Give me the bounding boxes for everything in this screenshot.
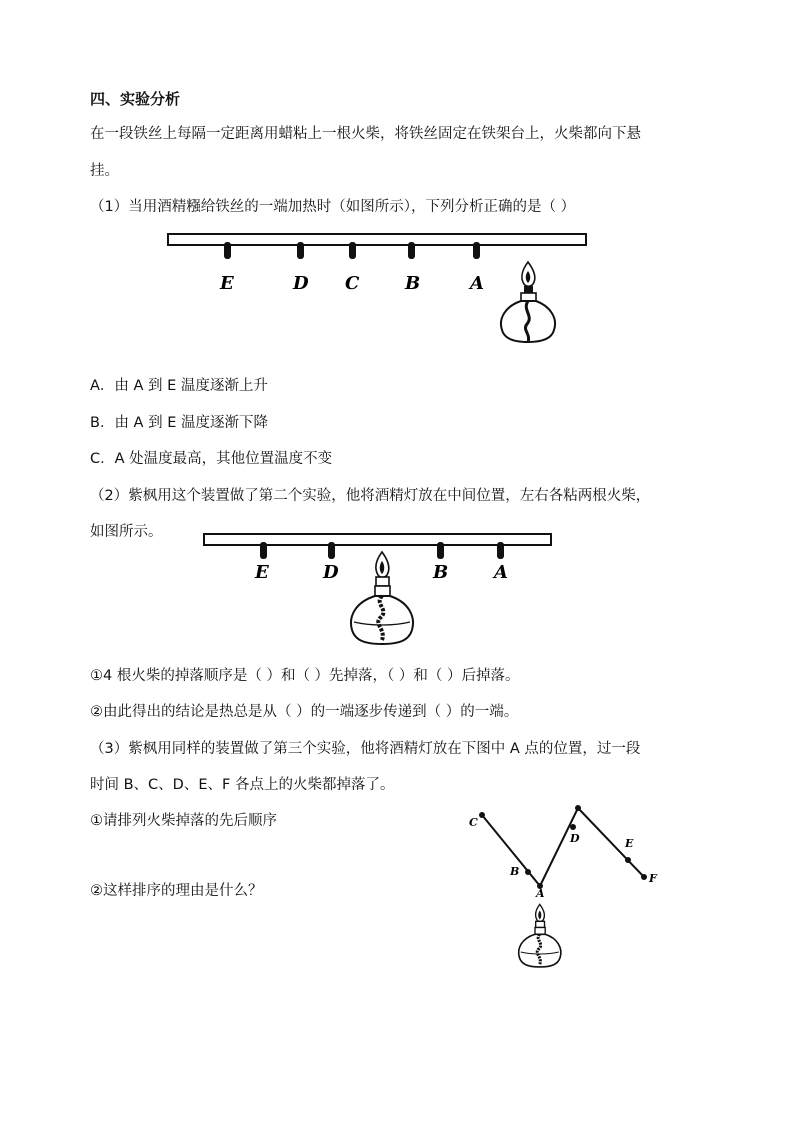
q1-label-a: A: [470, 273, 484, 294]
alcohol-lamp-icon: [501, 262, 555, 342]
q2-stem-line-1: （2）紫枫用这个装置做了第二个实验，他将酒精灯放在中间位置，左右各粘两根火柴，: [90, 488, 651, 504]
alcohol-lamp-icon: [351, 552, 413, 644]
point-top: [575, 805, 581, 811]
q1-label-b: B: [405, 273, 421, 294]
point-b: [525, 869, 531, 875]
match-e: [224, 242, 231, 259]
q3-stem-line-2: 时间 B、C、D、E、F 各点上的火柴都掉落了。: [90, 777, 395, 793]
q2-figure: [200, 530, 560, 655]
q3-label-d: D: [570, 832, 580, 845]
q3-label-c: C: [469, 816, 478, 829]
point-d: [570, 824, 576, 830]
q1-option-a: A．由 A 到 E 温度逐渐上升: [90, 378, 268, 394]
q2-label-d: D: [323, 562, 339, 583]
section-title: 四、实验分析: [90, 90, 181, 108]
q3-label-a: A: [536, 887, 545, 900]
point-c: [479, 812, 485, 818]
bent-wire: [482, 808, 644, 886]
q1-option-c: C．A 处温度最高，其他位置温度不变: [90, 451, 333, 467]
q2-sub-1: ①4 根火柴的掉落顺序是（ ）和（ ）先掉落，（ ）和（ ）后掉落。: [90, 668, 520, 684]
alcohol-lamp-icon: [519, 904, 561, 967]
q1-label-d: D: [293, 273, 309, 294]
q3-sub-1: ①请排列火柴掉落的先后顺序: [90, 813, 277, 829]
intro-line-1: 在一段铁丝上每隔一定距离用蜡粘上一根火柴，将铁丝固定在铁架台上，火柴都向下悬: [90, 126, 641, 142]
match-b: [408, 242, 415, 259]
q3-sub-2: ②这样排序的理由是什么？: [90, 883, 263, 899]
match-a: [497, 542, 504, 559]
point-e: [625, 857, 631, 863]
intro-line-2: 挂。: [90, 163, 119, 179]
match-e: [260, 542, 267, 559]
q2-stem-line-2: 如图所示。: [90, 524, 163, 540]
match-a: [473, 242, 480, 259]
q2-label-b: B: [433, 562, 449, 583]
q3-label-b: B: [510, 865, 520, 878]
match-c: [349, 242, 356, 259]
iron-wire: [168, 234, 586, 245]
q1-label-e: E: [220, 273, 234, 294]
q1-figure: [160, 228, 600, 353]
match-d: [297, 242, 304, 259]
q2-sub-2: ②由此得出的结论是热总是从（ ）的一端逐步传递到（ ）的一端。: [90, 704, 519, 720]
point-f: [641, 874, 647, 880]
q3-label-e: E: [625, 837, 634, 850]
q1-option-b: B．由 A 到 E 温度逐渐下降: [90, 415, 268, 431]
q3-label-f: F: [649, 872, 657, 885]
q1-stem: （1）当用酒精糨给铁丝的一端加热时（如图所示），下列分析正确的是（ ）: [90, 199, 576, 215]
q2-label-a: A: [494, 562, 508, 583]
match-b: [437, 542, 444, 559]
q1-label-c: C: [345, 273, 360, 294]
match-d: [328, 542, 335, 559]
q3-stem-line-1: （3）紫枫用同样的装置做了第三个实验，他将酒精灯放在下图中 A 点的位置，过一段: [90, 741, 641, 757]
q3-figure: [460, 795, 670, 975]
q2-label-e: E: [255, 562, 269, 583]
